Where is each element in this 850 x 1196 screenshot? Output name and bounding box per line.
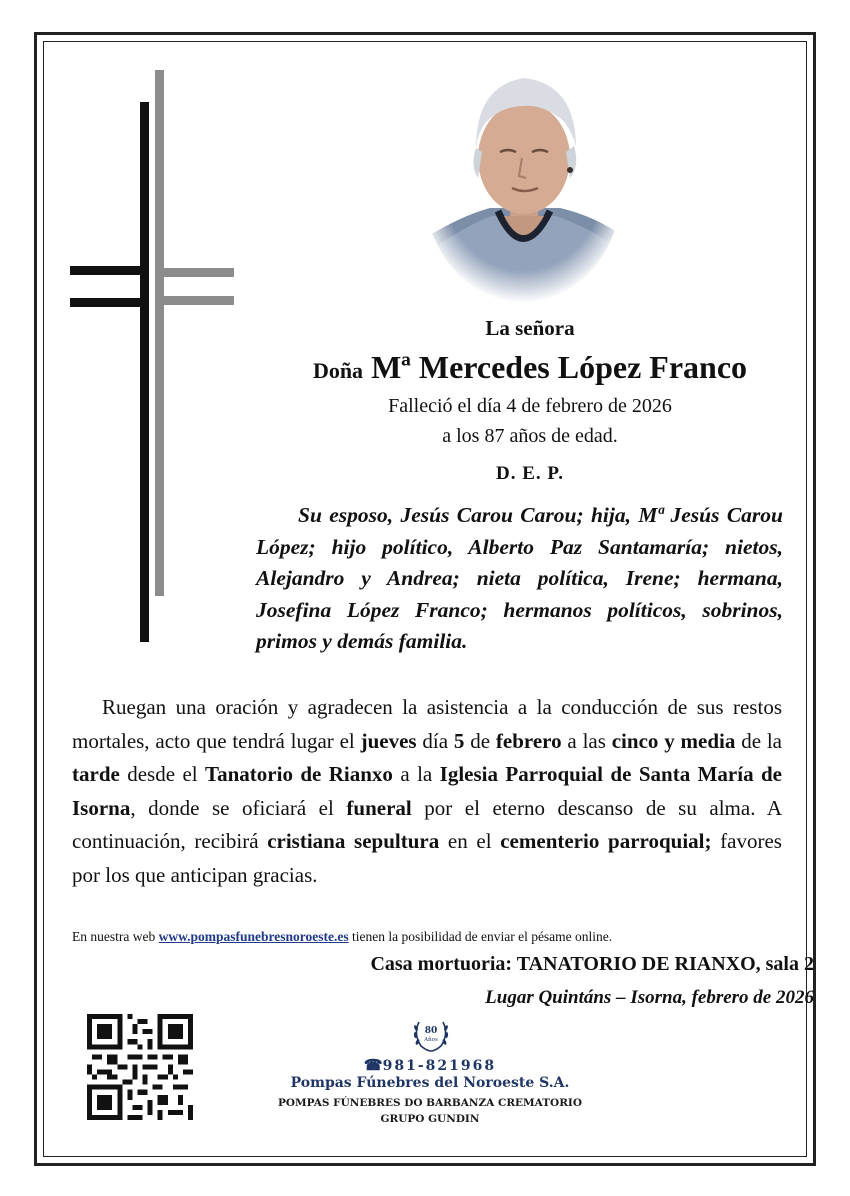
- title-line: La señora: [485, 316, 575, 340]
- company-name: Pompas Fúnebres del Noroeste S.A.: [290, 1075, 570, 1091]
- dep-line: D. E. P.: [495, 463, 564, 484]
- website-link[interactable]: www.pompasfunebresnoroeste.es: [158, 929, 349, 944]
- phone-number: 981-821968: [382, 1058, 497, 1074]
- death-date-line: Falleció el día 4 de febrero de 2026: [388, 395, 672, 417]
- web-condolence-note: En nuestra web www.pompasfunebresnoroeste.es tienen la posibilidad de enviar el pésame online.: [72, 929, 613, 944]
- company-group: GRUPO GUNDIN: [380, 1113, 480, 1125]
- anniversary-laurel-icon: [411, 1014, 451, 1054]
- deceased-name: [250, 349, 810, 386]
- phone-icon: ☎: [363, 1056, 383, 1074]
- age-line: a los 87 años de edad.: [442, 425, 618, 447]
- funeral-home-line: Casa mortuoria: TANATORIO DE RIANXO, sala 2: [370, 953, 814, 975]
- place-date-line: Lugar Quintáns – Isorna, febrero de 2026: [485, 987, 814, 1008]
- name-prefix: Doña: [312, 358, 364, 383]
- qr-code-icon[interactable]: [87, 1014, 193, 1120]
- ceremony-paragraph: Ruegan una oración y agradecen la asistencia a la conducción de sus restos mortales, acto que tendrá lugar el jueves día 5 de febrero a las cinco y media de la tarde desde el Tanatorio de Rianxo a la Iglesia Parroquial de Santa María de Isorna, donde se oficiará el funeral por el eterno descanso de su alma. A continuación, recibirá cristiana sepultura en el cementerio parroquial; favores por los que anticipan gracias.: [72, 695, 783, 887]
- emblem-number: 80: [424, 1026, 438, 1036]
- full-name: Mª Mercedes López Franco: [371, 349, 748, 385]
- emblem-text: Años: [424, 1037, 438, 1043]
- cross-icon: [66, 66, 238, 646]
- family-paragraph: Su esposo, Jesús Carou Carou; hija, Mª Jesús Carou López; hijo político, Alberto Paz Santamaría; nietos, Alejandro y Andrea; nieta política, Irene; hermana, Josefina López Franco; hermanos políticos, sobrinos, primos y demás familia.: [256, 503, 783, 653]
- phone-line[interactable]: [245, 1056, 615, 1074]
- portrait-photo: [420, 66, 626, 306]
- company-subline: POMPAS FÚNEBRES DO BARBANZA CREMATORIO: [277, 1097, 582, 1109]
